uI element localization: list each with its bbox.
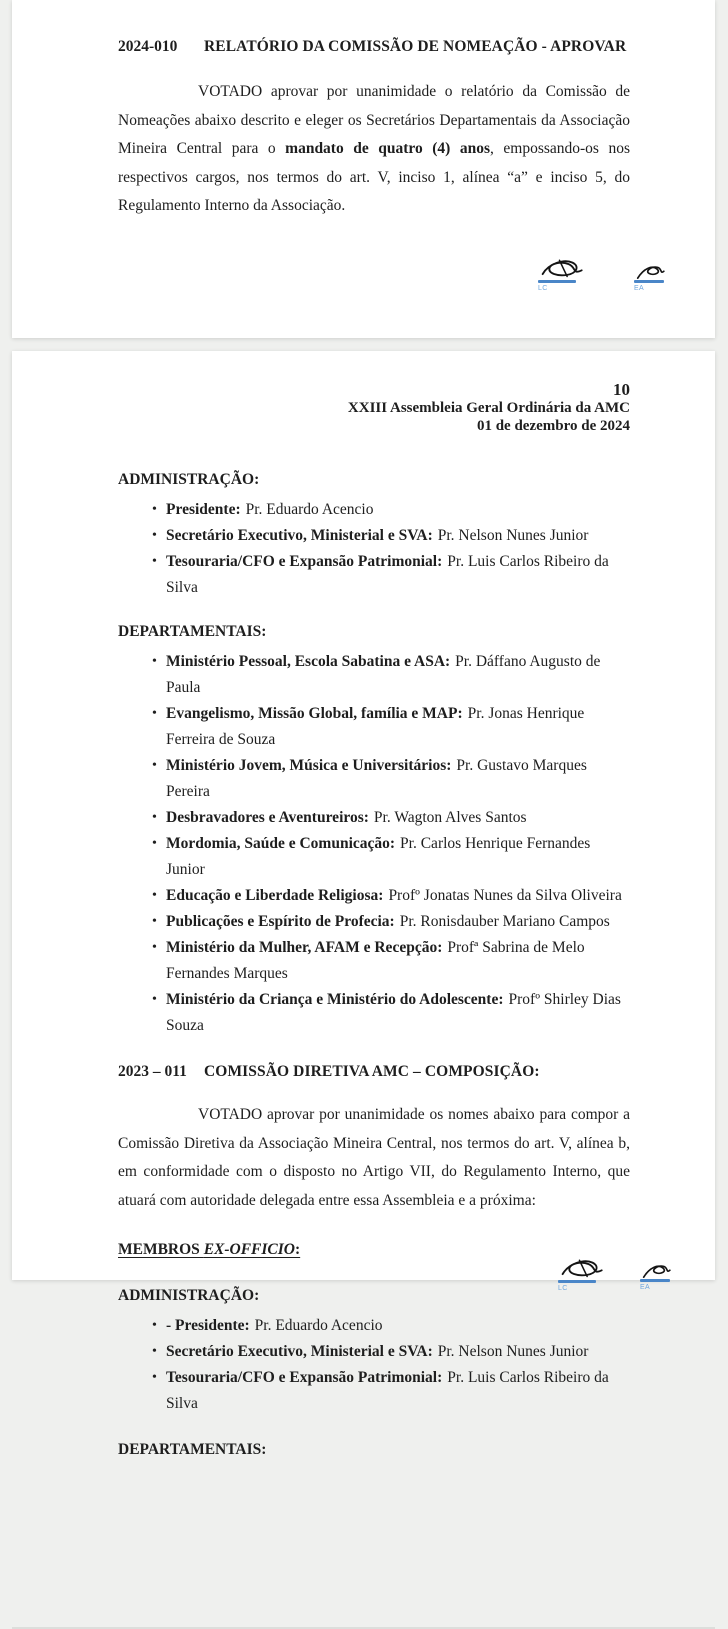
resolution-title: COMISSÃO DIRETIVA AMC – COMPOSIÇÃO: (204, 1063, 540, 1080)
list-item (118, 1365, 630, 1417)
bullet-icon: • (152, 706, 157, 721)
bullet-icon: • (152, 888, 157, 903)
signature-initials: LC (558, 1285, 568, 1292)
signature-line (640, 1279, 670, 1282)
paragraph-bold-text: mandato de quatro (4) anos (285, 140, 490, 157)
resolution-paragraph (118, 78, 630, 221)
assembly-date: 01 de dezembro de 2024 (476, 418, 630, 434)
bullet-icon: • (152, 940, 157, 955)
bullet-icon: • (152, 528, 157, 543)
role-value: Profº Jonatas Nunes da Silva Oliveira (388, 887, 622, 904)
list-item (118, 649, 630, 701)
list-item (118, 549, 630, 601)
administracao-list (118, 497, 630, 601)
list-item (118, 1313, 630, 1339)
signature-initials: EA (640, 1284, 650, 1291)
assembly-title: XXIII Assembleia Geral Ordinária da AMC (347, 400, 630, 416)
signature-initial-field-ea[interactable] (634, 262, 666, 293)
role-value: Profª Sabrina de Melo Fernandes Marques (166, 939, 585, 982)
role-value: Pr. Eduardo Acencio (254, 1317, 383, 1334)
role-value: Pr. Carlos Henrique Fernandes Junior (166, 835, 591, 878)
signature-line (538, 280, 576, 283)
role-label: Tesouraria/CFO e Expansão Patrimonial: (166, 553, 443, 570)
signature-scribble-icon (634, 262, 666, 282)
paragraph-text: VOTADO aprovar por unanimidade o relatório da Comissão de Nomeações abaixo descrito e eleger os Secretários Departamentais da Associação Mineira Central para o (118, 83, 630, 157)
document-page-9 (12, 0, 715, 338)
role-value: Pr. Luis Carlos Ribeiro da Silva (166, 1369, 609, 1412)
list-item (118, 497, 630, 523)
role-value: Pr. Eduardo Acencio (245, 501, 374, 518)
signature-scribble-icon (558, 1254, 604, 1282)
list-item (118, 909, 630, 935)
bullet-icon: • (152, 992, 157, 1007)
signature-scribble-icon (538, 254, 584, 282)
list-item (118, 831, 630, 883)
heading-italic-text: EX-OFFICIO (203, 1241, 295, 1258)
role-value: Pr. Wagton Alves Santos (373, 809, 527, 826)
section-heading-administracao: ADMINISTRAÇÃO: (118, 471, 260, 488)
role-label: Presidente: (166, 501, 241, 518)
resolution-code: 2024-010 (118, 38, 178, 55)
page-number: 10 (613, 380, 630, 399)
list-item (118, 523, 630, 549)
role-label: Ministério Jovem, Música e Universitários: (166, 757, 452, 774)
signature-scribble-icon (640, 1261, 672, 1281)
role-value: Profº Shirley Dias Souza (166, 991, 621, 1034)
list-item (118, 987, 630, 1039)
bullet-icon: • (152, 502, 157, 517)
list-item (118, 935, 630, 987)
bullet-icon: • (152, 654, 157, 669)
page-header (118, 351, 630, 435)
list-item (118, 753, 630, 805)
list-item (118, 701, 630, 753)
membros-ex-officio-heading (118, 1241, 630, 1259)
role-value: Pr. Nelson Nunes Junior (437, 1343, 589, 1360)
role-label: Educação e Liberdade Religiosa: (166, 887, 384, 904)
signature-initial-field-lc[interactable] (558, 1254, 604, 1293)
role-value: Pr. Luis Carlos Ribeiro da Silva (166, 553, 609, 596)
role-label: Evangelismo, Missão Global, família e MAP: (166, 705, 463, 722)
role-label: Ministério da Mulher, AFAM e Recepção: (166, 939, 443, 956)
list-item (118, 1339, 630, 1365)
departamentais-list (118, 649, 630, 1039)
role-value: Pr. Nelson Nunes Junior (437, 527, 589, 544)
role-value: Pr. Gustavo Marques Pereira (166, 757, 587, 800)
role-label: Ministério da Criança e Ministério do Adolescente: (166, 991, 504, 1008)
section-heading-departamentais: DEPARTAMENTAIS: (118, 623, 267, 640)
role-label: Secretário Executivo, Ministerial e SVA: (166, 527, 433, 544)
administracao-ex-officio-list (118, 1313, 630, 1417)
heading-text: MEMBROS (118, 1241, 204, 1258)
role-value: Pr. Ronisdauber Mariano Campos (399, 913, 610, 930)
role-label: Mordomia, Saúde e Comunicação: (166, 835, 396, 852)
role-label: Desbravadores e Aventureiros: (166, 809, 369, 826)
paragraph-text: , empossando-os nos respectivos cargos, nos termos do art. V, inciso 1, alínea “a” e inciso 5, do Regulamento Interno da Associação. (118, 140, 631, 214)
resolution-paragraph: VOTADO aprovar por unanimidade os nomes abaixo para compor a Comissão Diretiva da Associação Mineira Central, nos termos do art. V, alínea b, em conformidade com o disposto no Artigo VII, do Regulamento Interno, que atuará com autoridade delegada entre essa Assembleia e a próxima: (118, 1106, 630, 1209)
signature-initials: LC (538, 285, 548, 292)
list-item (118, 805, 630, 831)
bullet-icon: • (152, 758, 157, 773)
document-page-10 (12, 351, 715, 1458)
bullet-icon: • (152, 1318, 157, 1333)
role-value: Pr. Dáffano Augusto de Paula (166, 653, 601, 696)
bullet-icon: • (152, 1344, 157, 1359)
bullet-icon: • (152, 810, 157, 825)
role-label: - Presidente: (166, 1317, 250, 1334)
resolution-title: RELATÓRIO DA COMISSÃO DE NOMEAÇÃO - APROVAR (204, 38, 627, 55)
bullet-icon: • (152, 554, 157, 569)
signature-initials: EA (634, 285, 644, 292)
role-label: Secretário Executivo, Ministerial e SVA: (166, 1343, 433, 1360)
signature-initial-field-lc[interactable] (538, 254, 584, 293)
section-heading-departamentais: DEPARTAMENTAIS: (118, 1441, 267, 1458)
signature-initial-field-ea[interactable] (640, 1261, 672, 1292)
section-heading-administracao: ADMINISTRAÇÃO: (118, 1287, 260, 1304)
list-item (118, 883, 630, 909)
resolution-heading (118, 1063, 630, 1081)
role-value: Pr. Jonas Henrique Ferreira de Souza (166, 705, 585, 748)
signature-line (634, 280, 664, 283)
bullet-icon: • (152, 914, 157, 929)
bullet-icon: • (152, 1370, 157, 1385)
role-label: Ministério Pessoal, Escola Sabatina e ASA: (166, 653, 451, 670)
role-label: Tesouraria/CFO e Expansão Patrimonial: (166, 1369, 443, 1386)
resolution-heading (118, 0, 630, 56)
role-label: Publicações e Espírito de Profecia: (166, 913, 395, 930)
signature-line (558, 1280, 596, 1283)
heading-text: : (295, 1241, 301, 1258)
resolution-code: 2023 – 011 (118, 1063, 187, 1080)
bullet-icon: • (152, 836, 157, 851)
